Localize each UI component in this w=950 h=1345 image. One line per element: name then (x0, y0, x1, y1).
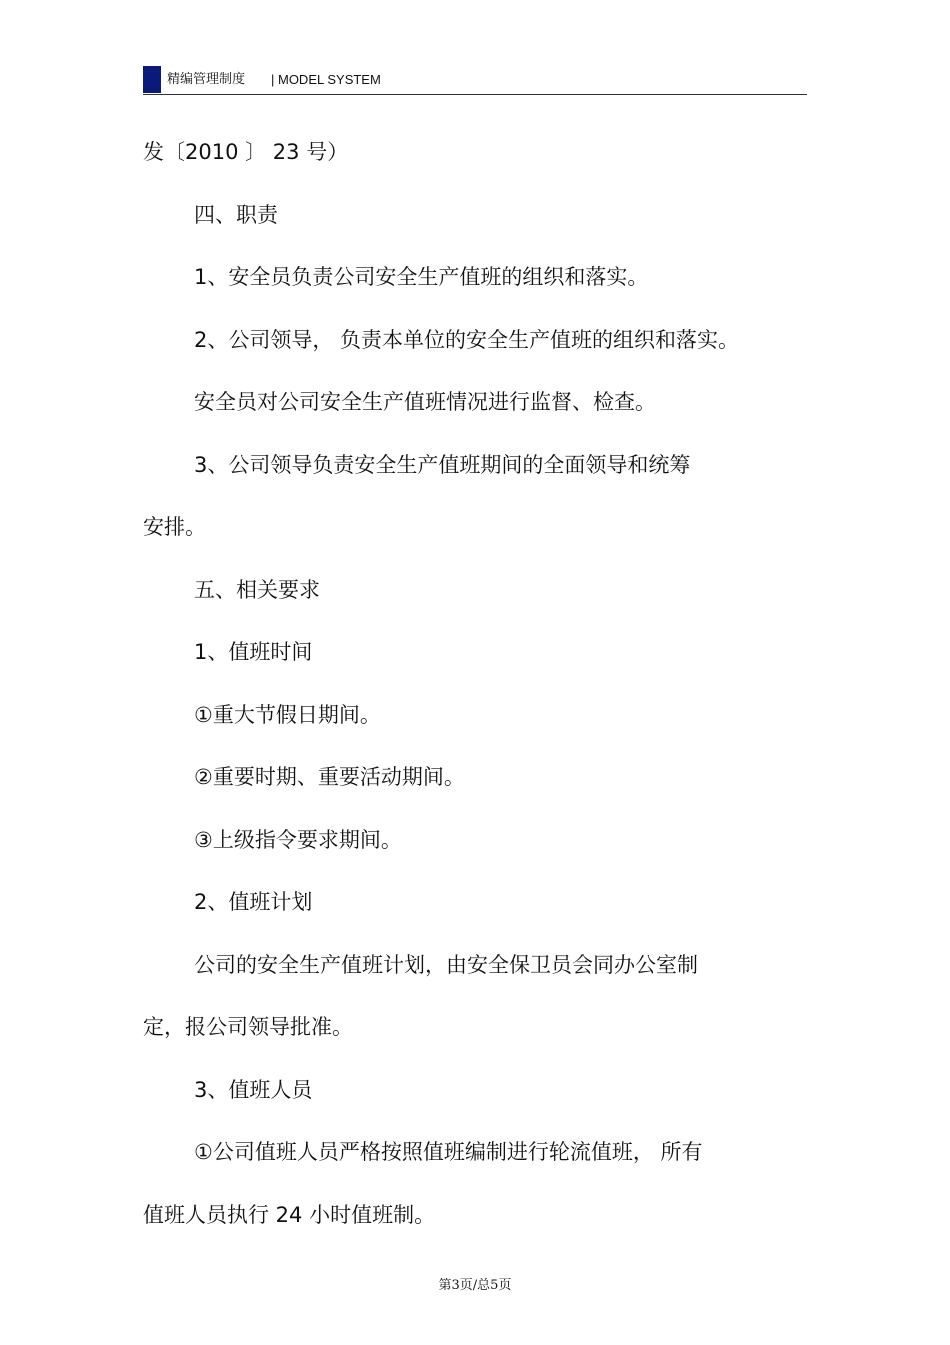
logo-icon (143, 66, 161, 93)
text-line: 定，报公司领导批准。 (143, 1015, 353, 1039)
text-line: ①重大节假日期间。 (194, 703, 381, 727)
text-line: 安全员对公司安全生产值班情况进行监督、检查。 (194, 390, 656, 414)
page-footer: 第3页/总5页 (438, 1278, 512, 1293)
text-line: 2、公司领导， 负责本单位的安全生产值班的组织和落实。 (194, 328, 740, 352)
text-line: 发〔2010 〕 23 号） (143, 140, 349, 164)
text-line: ②重要时期、重要活动期间。 (194, 765, 465, 789)
page-header (143, 66, 807, 96)
text-line: ①公司值班人员严格按照值班编制进行轮流值班， 所有 (194, 1140, 703, 1164)
text-line: 安排。 (143, 515, 206, 539)
text-line: 公司的安全生产值班计划，由安全保卫员会同办公室制 (194, 953, 698, 977)
text-line: 2、值班计划 (194, 890, 313, 914)
text-line: 3、值班人员 (194, 1078, 313, 1102)
section-heading: 四、职责 (194, 203, 278, 227)
section-heading: 五、相关要求 (194, 578, 320, 602)
text-line: 值班人员执行 24 小时值班制。 (143, 1203, 436, 1227)
text-line: 1、安全员负责公司安全生产值班的组织和落实。 (194, 265, 649, 289)
text-line: ③上级指令要求期间。 (194, 828, 402, 852)
header-title: 精编管理制度 (167, 72, 246, 87)
header-divider (143, 94, 807, 95)
text-line: 1、值班时间 (194, 640, 313, 664)
text-line: 3、公司领导负责安全生产值班期间的全面领导和统筹 (194, 453, 691, 477)
header-system-label: | MODEL SYSTEM (271, 72, 381, 87)
